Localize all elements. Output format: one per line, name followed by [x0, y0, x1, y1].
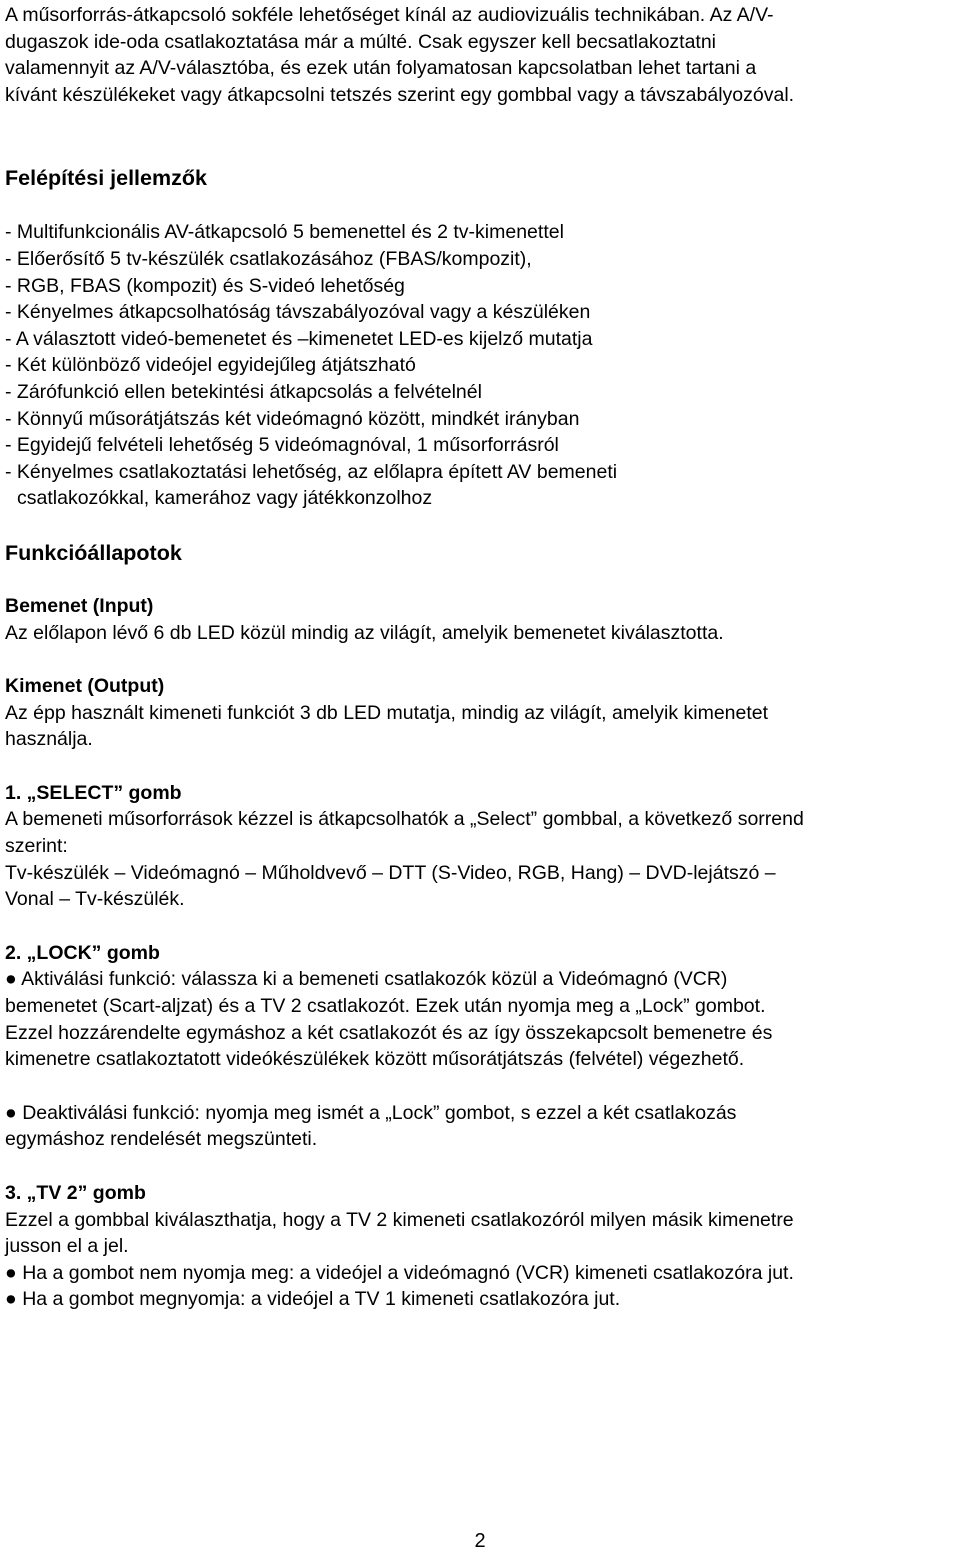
- lock-deactivation: [5, 1100, 960, 1153]
- intro-paragraph: [5, 2, 960, 108]
- output-heading: Kimenet (Output): [5, 675, 165, 698]
- page-number: 2: [474, 1530, 486, 1552]
- feature-item: - Multifunkcionális AV-átkapcsoló 5 bemenettel és 2 tv-kimenettel: [5, 221, 564, 244]
- lock-deactivation-text: ● Deaktiválási funkció: nyomja meg ismét a „Lock” gombot, s ezzel a két csatlakozás: [5, 1101, 737, 1124]
- output-text: Az épp használt kimeneti funkciót 3 db LED mutatja, mindig az világít, amelyik kimenetet: [5, 701, 769, 724]
- tv2-text: Ezzel a gombbal kiválaszthatja, hogy a TV 2 kimeneti csatlakozóról milyen másik kimenetre: [5, 1208, 794, 1231]
- features-title: Felépítési jellemzők: [5, 166, 207, 191]
- feature-item: - Zárófunkció ellen betekintési átkapcsolás a felvételnél: [5, 380, 482, 403]
- select-section: [5, 780, 960, 913]
- feature-item: - Kényelmes csatlakoztatási lehetőség, az előlapra épített AV bemeneti: [5, 460, 618, 483]
- feature-item: - Két különböző videójel egyidejűleg átjátszható: [5, 354, 416, 377]
- tv2-text: ● Ha a gombot megnyomja: a videójel a TV 1 kimeneti csatlakozóra jut.: [5, 1288, 621, 1311]
- document-page: [5, 2, 960, 1313]
- input-heading: Bemenet (Input): [5, 594, 154, 617]
- select-text: szerint:: [5, 835, 68, 858]
- input-section: [5, 593, 960, 646]
- lock-deactivation-text: egymáshoz rendelését megszünteti.: [5, 1128, 318, 1151]
- lock-activation-text: ● Aktiválási funkció: válassza ki a bemeneti csatlakozók közül a Videómagnó (VCR): [5, 968, 728, 991]
- select-text: Vonal – Tv-készülék.: [5, 888, 185, 911]
- select-text: Tv-készülék – Videómagnó – Műholdvevő – DTT (S-Video, RGB, Hang) – DVD-lejátszó –: [5, 861, 776, 884]
- lock-heading: 2. „LOCK” gomb: [5, 941, 160, 964]
- feature-item: - Könnyű műsorátjátszás két videómagnó között, mindkét irányban: [5, 407, 580, 430]
- intro-line: kívánt készülékeket vagy átkapcsolni tetszés szerint egy gombbal vagy a távszabályozóval.: [5, 83, 795, 106]
- lock-activation-text: Ezzel hozzárendelte egymáshoz a két csatlakozót és az így összekapcsolt bemenetre és: [5, 1021, 773, 1044]
- output-section: [5, 673, 960, 753]
- lock-activation-text: kimenetre csatlakoztatott videókészülékek között műsorátjátszás (felvétel) végezhető.: [5, 1048, 745, 1071]
- feature-item: - RGB, FBAS (kompozit) és S-videó lehetőség: [5, 274, 405, 297]
- select-text: A bemeneti műsorforrások kézzel is átkapcsolhatók a „Select” gombbal, a következő sorrend: [5, 808, 804, 831]
- select-heading: 1. „SELECT” gomb: [5, 781, 182, 804]
- features-list: [5, 219, 960, 512]
- tv2-heading: 3. „TV 2” gomb: [5, 1182, 146, 1204]
- lock-activation-text: bemenetet (Scart-aljzat) és a TV 2 csatlakozót. Ezek után nyomja meg a „Lock” gombot.: [5, 995, 766, 1018]
- tv2-section: [5, 1180, 960, 1313]
- intro-line: valamennyit az A/V-választóba, és ezek után folyamatosan kapcsolatban lehet tartani a: [5, 57, 757, 80]
- lock-section: [5, 940, 960, 1073]
- feature-item: - Egyidejű felvételi lehetőség 5 videómagnóval, 1 műsorforrásról: [5, 434, 559, 457]
- feature-item: - A választott videó-bemenetet és –kimenetet LED-es kijelző mutatja: [5, 327, 593, 350]
- intro-line: dugaszok ide-oda csatlakoztatása már a múlté. Csak egyszer kell becsatlakoztatni: [5, 30, 717, 53]
- tv2-text: jusson el a jel.: [5, 1235, 129, 1258]
- feature-item-continuation: csatlakozókkal, kamerához vagy játékkonzolhoz: [17, 487, 433, 510]
- functions-title: Funkcióállapotok: [5, 540, 182, 565]
- intro-line: A műsorforrás-átkapcsoló sokféle lehetőséget kínál az audiovizuális technikában. Az A/V-: [5, 4, 774, 26]
- tv2-text: ● Ha a gombot nem nyomja meg: a videójel a videómagnó (VCR) kimeneti csatlakozóra jut.: [5, 1261, 794, 1284]
- feature-item: - Előerősítő 5 tv-készülék csatlakozásához (FBAS/kompozit),: [5, 247, 532, 270]
- feature-item: - Kényelmes átkapcsolhatóság távszabályozóval vagy a készüléken: [5, 301, 591, 324]
- input-text: Az előlapon lévő 6 db LED közül mindig az világít, amelyik bemenetet kiválasztotta.: [5, 621, 724, 644]
- output-text: használja.: [5, 728, 93, 751]
